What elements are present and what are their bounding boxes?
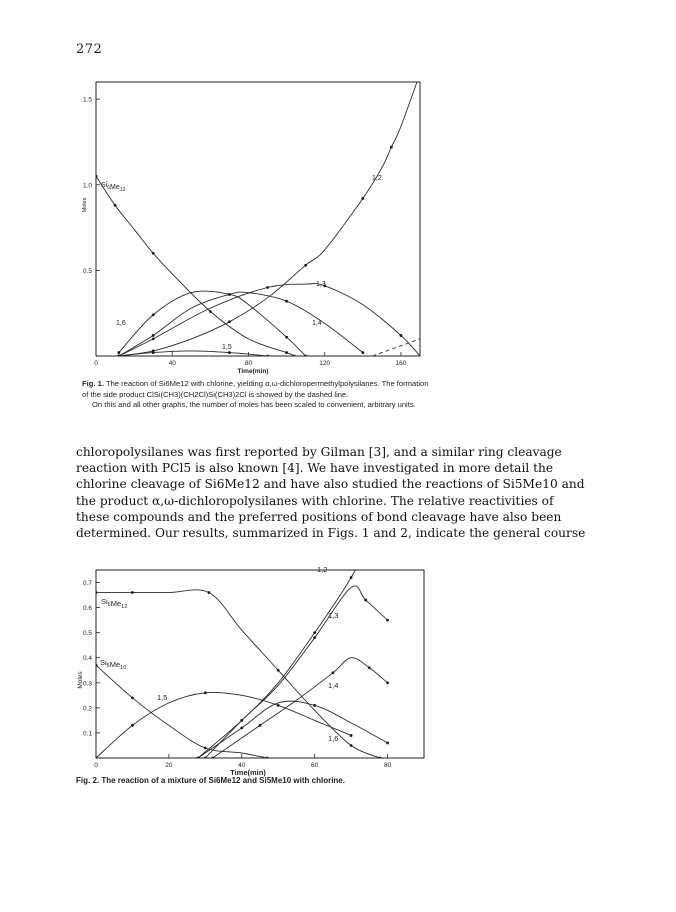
body-line: chlorine cleavage of Si6Me12 and have also studied the reactions of Si5Me10 and [76,477,585,492]
series-label-part: Si [101,182,108,189]
series-line-si5me10 [96,665,267,758]
data-point [204,747,207,750]
data-point [266,757,269,760]
series-lines [95,565,389,759]
series-label-1-4: 1,4 [328,681,339,690]
series-label-1-5: 1,5 [157,693,168,702]
series-label-1-2: 1,2 [372,175,382,182]
series-label-part: 10 [120,665,127,671]
series-line-1-5 [96,692,351,758]
data-point [350,576,353,579]
data-point [131,696,134,699]
y-tick-label: 0.5 [82,267,92,275]
x-tick-label: 40 [238,762,246,769]
data-point [240,719,243,722]
y-tick-label: 0.5 [82,630,92,638]
series-label-1-3: 1,3 [316,281,326,288]
series-label-part: 6 [107,185,111,191]
data-point [204,757,207,760]
x-tick-label: 120 [319,360,331,367]
data-point [277,669,280,672]
series-label-si5me10 [100,658,126,671]
series-label-part: Me [110,599,122,608]
data-point [313,704,316,707]
y-axis-title: Moles [77,671,84,689]
data-point [240,727,243,730]
figure-2-caption-label: Fig. 2. [76,776,100,785]
figure-1-caption-line: On this and all other graphs, the number of moles has been scaled to convenient, arbitrary units. [92,400,416,409]
series-label-part: Me [110,184,120,191]
series-label-part: Si [100,658,107,667]
data-point [131,724,134,727]
data-point [95,757,98,760]
series-line-1-6 [198,701,388,758]
figure-1-caption-line: of the side product ClSi(CH3)(CH2Cl)Si(CH3)2Cl is showed by the dashed line. [82,389,349,399]
series-label-1-2: 1,2 [317,565,328,574]
plot-border [96,570,424,758]
figure-2-caption [76,776,596,787]
y-tick-label: 1.5 [82,96,92,104]
series-label-part: 5 [106,663,110,669]
y-tick-label: 1.0 [82,182,92,190]
data-point [350,734,353,737]
data-point [379,757,382,760]
data-point [197,757,200,760]
data-point [95,664,98,667]
series-label-part: 12 [121,604,128,610]
data-point [350,744,353,747]
y-ticks [83,580,100,737]
y-tick-label: 0.4 [82,655,92,663]
x-tick-label: 40 [168,360,176,367]
data-point [277,704,280,707]
y-tick-label: 0.7 [82,580,92,588]
body-line: reaction with PCl5 is also known [4]. We have investigated in more detail the [76,461,554,476]
series-label-part: Me [109,660,121,669]
x-tick-label: 60 [311,762,319,769]
data-point [208,591,211,594]
series-line-1-3 [205,586,387,758]
data-point [95,591,98,594]
data-point [204,691,207,694]
data-point [131,591,134,594]
series-label-1-3: 1,3 [328,611,339,620]
body-line: the product α,ω-dichloropolysilanes with chlorine. The relative reactivities of [76,493,554,508]
x-axis-title: Time(min) [237,368,269,375]
series-line-1-2 [198,565,358,758]
body-line: these compounds and the preferred positions of bond cleavage have also been [76,509,562,524]
data-point [331,671,334,674]
x-tick-label: 20 [165,762,173,769]
figure-1-caption-label: Fig. 1. [82,379,104,388]
data-point [313,631,316,634]
y-axis-title: Moles [82,197,88,213]
series-label-1-4: 1,4 [312,320,322,327]
series-label-1-6: 1,6 [116,320,126,327]
data-point [368,666,371,669]
series-line-1-4 [213,658,388,758]
figure-2-caption-text: The reaction of a mixture of Si6Me12 and Si5Me10 with chlorine. [101,776,345,785]
x-tick-label: 0 [94,360,98,367]
series-label-part: Si [101,597,108,606]
data-point [211,757,214,760]
y-tick-label: 0.3 [82,680,92,688]
page-number: 272 [76,42,103,57]
data-point [386,742,389,745]
body-line: determined. Our results, summarized in Figs. 1 and 2, indicate the general course [76,526,586,541]
series-label-part: 12 [119,187,126,193]
y-tick-label: 0.2 [82,705,92,713]
y-tick-label: 0.1 [82,730,92,738]
data-point [259,724,262,727]
series-label-si6me12 [101,597,127,610]
body-line: chloropolysilanes was first reported by Gilman [3], and a similar ring cleavage [76,445,562,459]
series-label-1-5: 1,5 [222,344,232,351]
data-point [364,599,367,602]
series-label-part: 6 [107,602,111,608]
y-tick-label: 0.6 [82,605,92,613]
x-ticks [94,754,391,769]
x-tick-label: 160 [395,360,407,367]
data-point [386,681,389,684]
x-tick-label: 80 [383,762,392,769]
x-tick-label: 80 [244,360,253,367]
figure-1-caption-line: The reaction of Si6Me12 with chlorine, yielding α,ω-dichloropermethylpolysilanes. The formation [105,379,429,388]
data-point [386,619,389,622]
series-label-1-6: 1,6 [328,734,339,743]
x-tick-label: 0 [94,762,98,769]
data-point [313,636,316,639]
x-axis-title: Time(min) [230,768,266,777]
plot-frame [96,570,424,758]
